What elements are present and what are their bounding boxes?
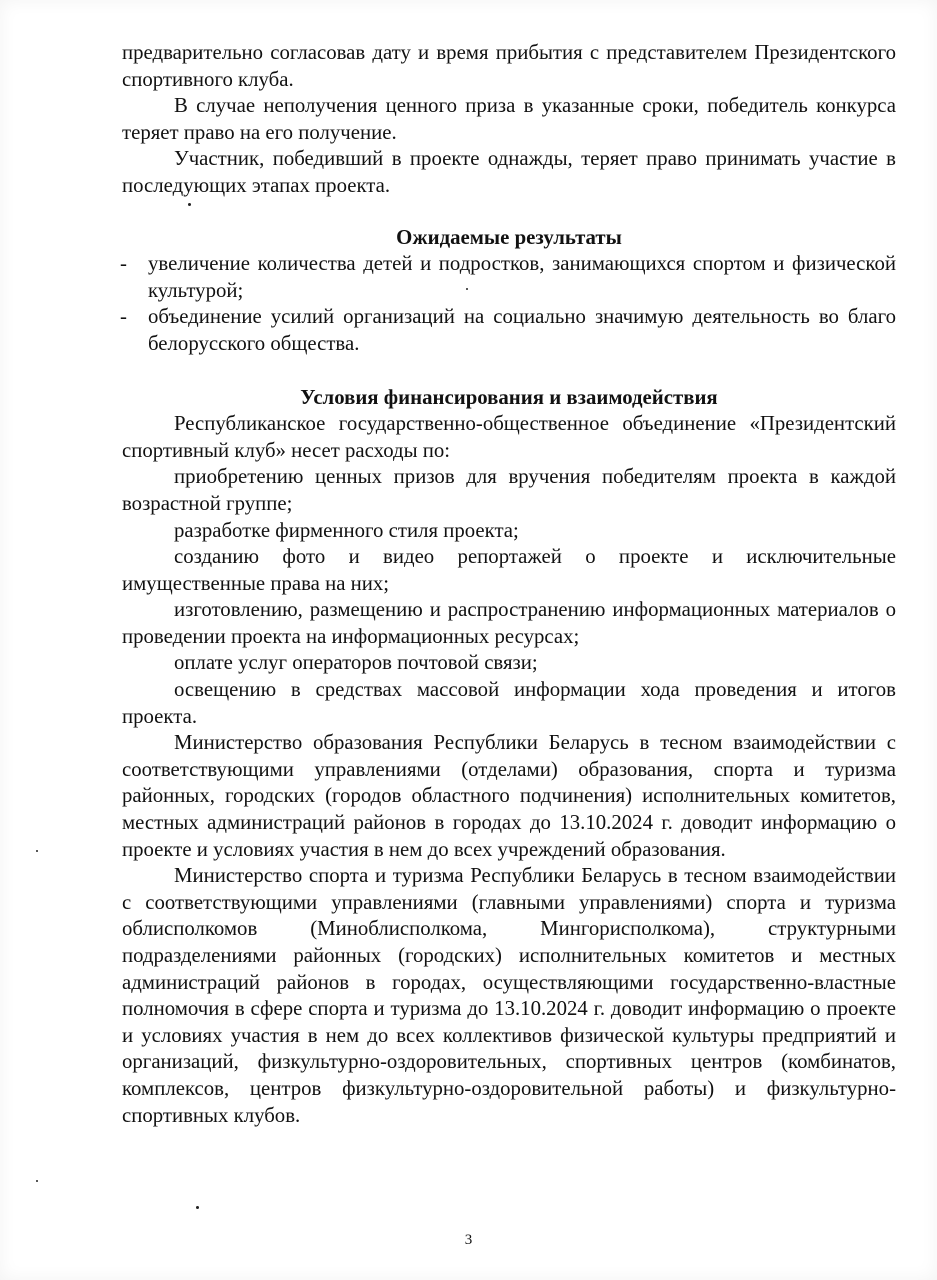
scan-speck <box>36 850 38 852</box>
scan-speck <box>188 203 191 206</box>
financing-paragraph-2: приобретению ценных призов для вручения победителям проекта в каждой возрастной группе; <box>122 465 896 515</box>
financing-paragraph-5: изготовлению, размещению и распространению информационных материалов о проведении проекта на информационных ресурсах; <box>122 598 896 648</box>
scan-speck <box>36 1180 38 1182</box>
scan-speck <box>466 288 468 290</box>
financing-heading: Условия финансирования и взаимодействия <box>300 385 718 409</box>
financing-paragraph-8: Министерство образования Республики Беларусь в тесном взаимодействии с соответствующими управлениями (отделами) образования, спорта и туризма районных, городских (городов областного подчинения) исполнительных комитетов, местных администраций районов в городах до 13.10.2024 г. доводит информацию о проекте и условиях участия в нем до всех учреждений образования. <box>122 731 896 861</box>
financing-paragraph-1: Республиканское государственно-общественное объединение «Президентский спортивный клуб» несет расходы по: <box>122 412 896 462</box>
financing-paragraph-6: оплате услуг операторов почтовой связи; <box>174 651 538 675</box>
page-number: 3 <box>464 1232 473 1248</box>
expected-results-list <box>122 251 896 357</box>
expected-result-item: - объединение усилий организаций на социально значимую деятельность во благо белорусского общества. <box>122 304 896 357</box>
financing-paragraph-4: созданию фото и видео репортажей о проекте и исключительные имущественные права на них; <box>122 545 896 595</box>
expected-result-item: - увеличение количества детей и подростков, занимающихся спортом и физической культурой; <box>122 251 896 304</box>
intro-paragraph-3: Участник, победивший в проекте однажды, теряет право принимать участие в последующих этапах проекта. <box>122 147 896 197</box>
financing-paragraph-9: Министерство спорта и туризма Республики Беларусь в тесном взаимодействии с соответствующими управлениями (главными управлениями) спорта и туризма облисполкомов (Миноблисполкома, Мингорисполкома), структурными подразделениями районных (городских) исполнительных комитетов и местных администраций районов в городах, осуществляющими государственно-властные полномочия в сфере спорта и туризма до 13.10.2024 г. доводит информацию о проекте и условиях участия в нем до всех коллективов физической культуры предприятий и организаций, физкультурно-оздоровительных, спортивных центров (комбинатов, комплексов, центров физкультурно-оздоровительной работы) и физкультурно-спортивных клубов. <box>122 864 896 1127</box>
financing-paragraph-7: освещению в средствах массовой информации хода проведения и итогов проекта. <box>122 678 896 728</box>
financing-paragraph-3: разработке фирменного стиля проекта; <box>174 518 519 542</box>
expected-results-heading: Ожидаемые результаты <box>396 225 622 249</box>
intro-paragraph-1: предварительно согласовав дату и время прибытия с представителем Президентского спортивного клуба. <box>122 41 896 91</box>
intro-paragraph-2: В случае неполучения ценного приза в указанные сроки, победитель конкурса теряет право на его получение. <box>122 94 896 144</box>
scan-speck <box>196 1206 199 1209</box>
document-body <box>122 40 896 1129</box>
